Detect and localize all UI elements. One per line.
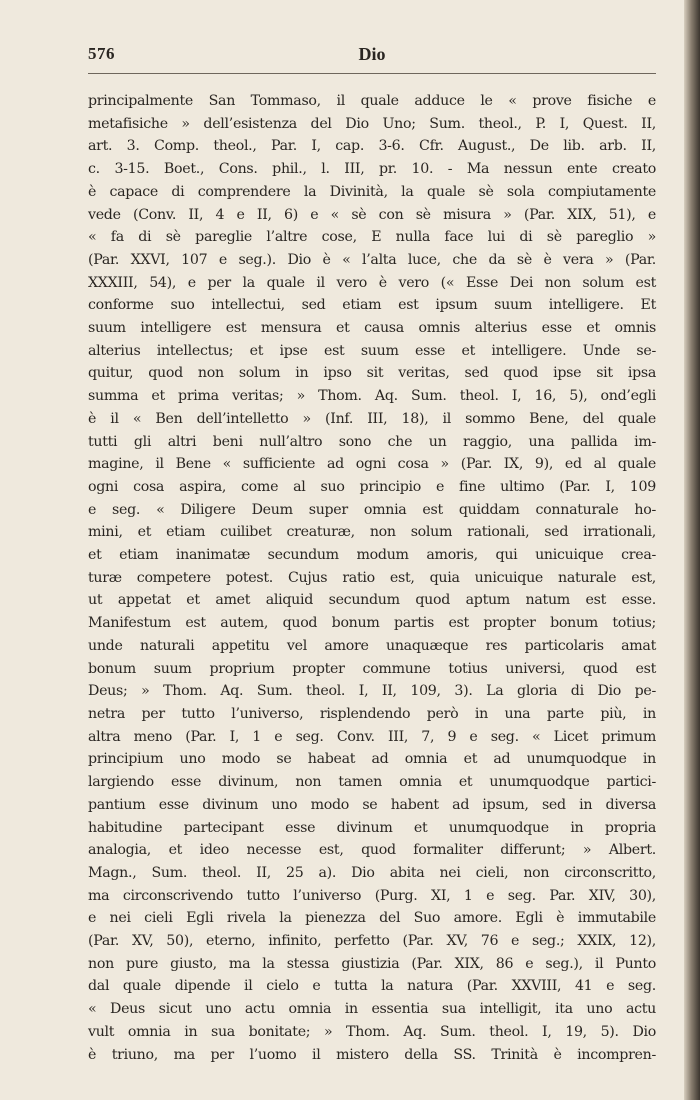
text-line: ma circonscrivendo tutto l’universo (Purg. XI, 1 e seg. Par. XIV, 30), — [88, 887, 656, 904]
text-line: art. 3. Comp. theol., Par. I, cap. 3-6. Cfr. August., De lib. arb. II, — [88, 138, 656, 155]
text-line: vede (Conv. II, 4 e II, 6) e « sè con sè misura » (Par. XIX, 51), e — [88, 206, 656, 223]
text-line: pantium esse divinum uno modo se habent ad ipsum, sed in diversa — [88, 796, 656, 813]
text-line: è il « Ben dell’intelletto » (Inf. III, 18), il sommo Bene, del quale — [88, 410, 656, 427]
page-edge — [684, 0, 700, 1100]
text-line: bonum suum proprium propter commune totius universi, quod est — [88, 660, 656, 677]
text-line: altra meno (Par. I, 1 e seg. Conv. III, 7, 9 e seg. « Licet primum — [88, 728, 656, 745]
text-line: metafisiche » dell’esistenza del Dio Uno; Sum. theol., P. I, Quest. II, — [88, 115, 656, 132]
body-text — [88, 90, 656, 1066]
text-line: unde naturali appetitu vel amore unaquæque res particolaris amat — [88, 637, 656, 654]
text-line: et etiam inanimatæ secundum modum amoris, qui unicuique crea- — [88, 547, 656, 564]
header-rule — [88, 73, 656, 74]
text-line: alterius intellectus; et ipse est suum esse et intelligere. Unde se- — [88, 342, 656, 359]
running-title: Dio — [358, 44, 386, 64]
text-line: tutti gli altri beni null’altro sono che un raggio, una pallida im- — [88, 433, 656, 450]
text-line: (Par. XV, 50), eterno, infinito, perfetto (Par. XV, 76 e seg.; XXIX, 12), — [88, 933, 656, 950]
text-line: quitur, quod non solum in ipso sit veritas, sed quod ipse sit ipsa — [88, 365, 656, 382]
text-line: magine, il Bene « sufficiente ad ogni cosa » (Par. IX, 9), ed al quale — [88, 456, 656, 473]
text-line: è capace di comprendere la Divinità, la quale sè sola compiutamente — [88, 183, 656, 200]
text-line: « fa di sè pareglie l’altre cose, E nulla face lui di sè pareglio » — [88, 229, 656, 246]
text-line: ogni cosa aspira, come al suo principio e fine ultimo (Par. I, 109 — [88, 478, 656, 495]
text-line: Magn., Sum. theol. II, 25 a). Dio abita nei cieli, non circonscritto, — [88, 864, 656, 881]
text-line: (Par. XXVI, 107 e seg.). Dio è « l’alta luce, che da sè è vera » (Par. — [88, 251, 656, 268]
text-line: dal quale dipende il cielo e tutta la natura (Par. XXVIII, 41 e seg. — [88, 978, 656, 995]
text-line: XXXIII, 54), e per la quale il vero è vero (« Esse Dei non solum est — [88, 274, 656, 291]
text-line: principalmente San Tommaso, il quale adduce le « prove fisiche e — [88, 93, 656, 109]
text-line: Deus; » Thom. Aq. Sum. theol. I, II, 109, 3). La gloria di Dio pe- — [88, 683, 656, 700]
text-line: summa et prima veritas; » Thom. Aq. Sum. theol. I, 16, 5), ond’egli — [88, 388, 656, 405]
text-line: non pure giusto, ma la stessa giustizia (Par. XIX, 86 e seg.), il Punto — [88, 955, 656, 972]
text-line: ut appetat et amet aliquid secundum quod aptum natum est esse. — [88, 592, 656, 609]
text-line: turæ competere potest. Cujus ratio est, quia unicuique naturale est, — [88, 569, 656, 586]
page-number: 576 — [88, 44, 115, 63]
text-line: suum intelligere est mensura et causa omnis alterius esse et omnis — [88, 320, 656, 337]
text-line: « Deus sicut uno actu omnia in essentia sua intelligit, ita uno actu — [88, 1001, 656, 1018]
text-line: mini, et etiam cuilibet creaturæ, non solum rationali, sed irrationali, — [88, 524, 656, 541]
text-line: è triuno, ma per l’uomo il mistero della SS. Trinità è incompren- — [88, 1046, 656, 1063]
text-line: Manifestum est autem, quod bonum partis est propter bonum totius; — [88, 615, 656, 632]
page-header — [88, 44, 656, 70]
text-line: c. 3-15. Boet., Cons. phil., l. III, pr. 10. - Ma nessun ente creato — [88, 161, 656, 178]
text-line: habitudine partecipant esse divinum et unumquodque in propria — [88, 819, 656, 836]
text-line: e seg. « Diligere Deum super omnia est quiddam connaturale ho- — [88, 501, 656, 518]
text-line: e nei cieli Egli rivela la pienezza del Suo amore. Egli è immutabile — [88, 910, 656, 927]
text-line: largiendo esse divinum, non tamen omnia et unumquodque partici- — [88, 774, 656, 791]
text-line: principium uno modo se habeat ad omnia et ad unumquodque in — [88, 751, 656, 768]
text-line: conforme suo intellectui, sed etiam est ipsum suum intelligere. Et — [88, 297, 656, 314]
text-line: netra per tutto l’universo, risplendendo però in una parte più, in — [88, 705, 656, 722]
text-line: vult omnia in sua bonitate; » Thom. Aq. Sum. theol. I, 19, 5). Dio — [88, 1023, 656, 1040]
text-line: analogia, et ideo necesse est, quod formaliter differunt; » Albert. — [88, 842, 656, 859]
